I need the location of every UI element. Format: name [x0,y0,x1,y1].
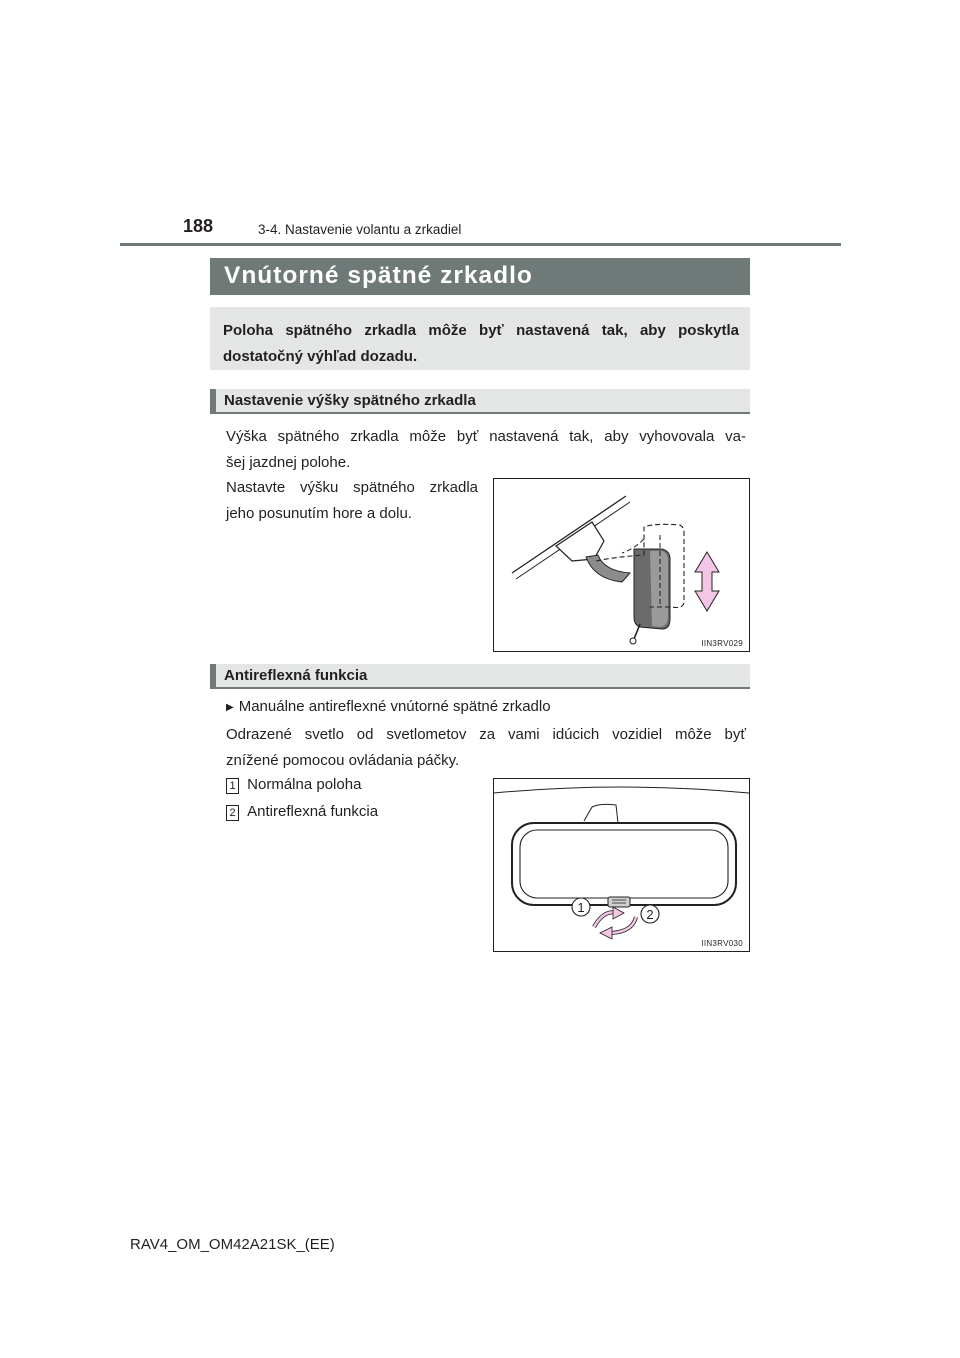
list-item-label: Normálna poloha [247,776,362,793]
height-para-2-line-1: Nastavte výšku spätného zrkadla [226,479,478,496]
figure-mirror-height [493,478,750,652]
heading-height-adjustment: Nastavenie výšky spätného zrkadla [210,389,750,414]
intro-box [210,307,750,370]
section-reference: 3-4. Nastavenie volantu a zrkadiel [258,222,462,237]
height-para-1-line-1: Výška spätného zrkadla môže byť nastavená tak, aby vyhovovala va- [226,428,746,445]
number-badge-1: 1 [226,778,239,794]
height-para-2-line-2: jeho posunutím hore a dolu. [226,505,412,522]
list-item [226,772,361,798]
number-badge-2: 2 [226,805,239,821]
callout-1: 1 [577,900,585,915]
page-title: Vnútorné spätné zrkadlo [210,258,750,295]
figure-antiglare-mirror [493,778,750,952]
heading-antiglare: Antireflexná funkcia [210,664,750,689]
antiglare-para-line-1: Odrazené svetlo od svetlometov za vami idúcich vozidiel môže byť [226,726,746,743]
document-code: RAV4_OM_OM42A21SK_(EE) [130,1236,335,1253]
antiglare-mirror-illustration [494,779,749,951]
list-item [226,799,378,825]
callout-2: 2 [646,907,654,922]
figure-code-029: IIN3RV029 [701,639,743,648]
list-item-label: Antireflexná funkcia [247,803,379,820]
bullet-item [226,694,551,721]
mirror-height-illustration [494,479,749,651]
figure-code-030: IIN3RV030 [701,939,743,948]
intro-line-1: Poloha spätného zrkadla môže byť nastavená tak, aby poskytla [223,322,739,339]
bullet-triangle-icon: ▶ [226,702,234,713]
header-divider [120,243,841,246]
bullet-text: Manuálne antireflexné vnútorné spätné zrkadlo [238,698,551,715]
antiglare-para-line-2: znížené pomocou ovládania páčky. [226,752,460,769]
intro-line-2: dostatočný výhľad dozadu. [223,348,418,365]
height-para-1-line-2: šej jazdnej polohe. [226,454,351,471]
page-number: 188 [183,216,214,236]
